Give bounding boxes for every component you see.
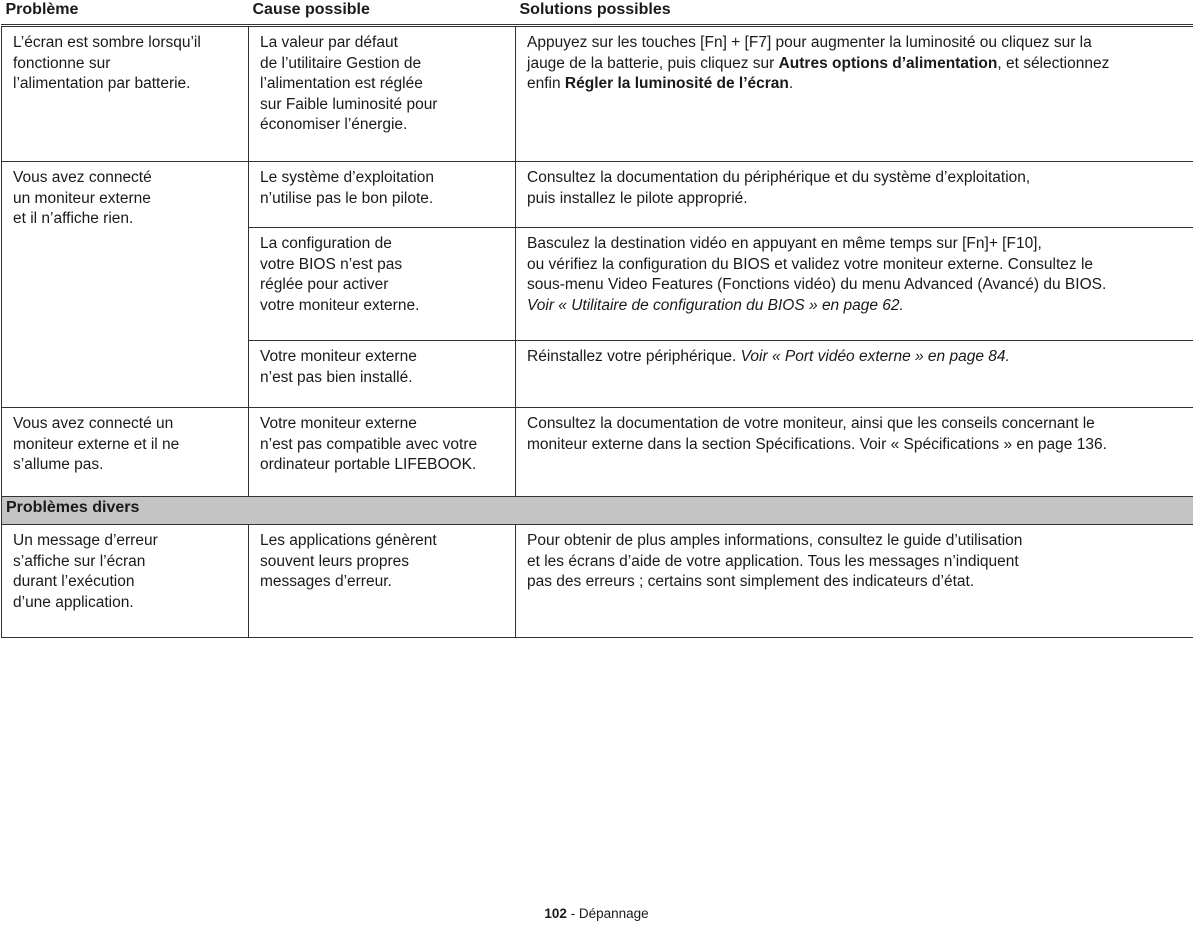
footer-separator: - <box>566 906 579 921</box>
cause-cell <box>249 228 516 341</box>
cause-line: souvent leurs propres <box>260 552 410 570</box>
cause-line: réglée pour activer <box>260 276 389 293</box>
solution-line: Consultez la documentation du périphérique et du système d’exploitation, <box>527 169 1031 186</box>
solution-text: enfin <box>527 75 565 92</box>
cause-line: sur Faible luminosité pour <box>260 95 438 113</box>
problem-line: d’une application. <box>13 593 134 611</box>
cause-line: La configuration de <box>260 235 392 252</box>
problem-line: s’allume pas. <box>13 456 104 473</box>
problem-cell <box>2 525 249 638</box>
solution-cell <box>516 26 1193 162</box>
solution-cell <box>516 525 1193 638</box>
problem-line: fonctionne sur <box>13 54 111 72</box>
solution-text: , et sélectionnez <box>997 54 1110 72</box>
problem-cell <box>2 26 249 162</box>
section-header-row <box>2 497 1193 525</box>
problem-line: Vous avez connecté <box>13 169 152 186</box>
table-header-row <box>2 0 1193 26</box>
solution-cell <box>516 162 1193 228</box>
table-row <box>2 408 1193 497</box>
cause-cell <box>249 162 516 228</box>
cause-cell <box>249 341 516 408</box>
solution-line: Pour obtenir de plus amples informations, consultez le guide d’utilisation <box>527 532 1023 549</box>
cause-line: votre BIOS n’est pas <box>260 255 403 273</box>
problem-line: Vous avez connecté un <box>13 415 174 432</box>
solution-line <box>527 74 1183 95</box>
cause-line: n’est pas bien installé. <box>260 368 413 386</box>
problem-line: moniteur externe et il ne <box>13 435 180 453</box>
cause-cell <box>249 525 516 638</box>
cause-cell <box>249 26 516 162</box>
problem-line: l’alimentation par batterie. <box>13 75 191 92</box>
cause-line: Les applications génèrent <box>260 532 437 549</box>
solution-cell <box>516 341 1193 408</box>
cause-line: ordinateur portable LIFEBOOK. <box>260 456 477 473</box>
solution-cell <box>516 228 1193 341</box>
problem-line: L’écran est sombre lorsqu’il <box>13 34 201 51</box>
problem-line: un moniteur externe <box>13 189 151 207</box>
solution-line: sous-menu Video Features (Fonctions vidéo) du menu Advanced (Avancé) du BIOS. <box>527 276 1107 293</box>
cause-line: l’alimentation est réglée <box>260 75 423 92</box>
cause-cell <box>249 408 516 497</box>
solution-line: Basculez la destination vidéo en appuyant en même temps sur [Fn]+ [F10], <box>527 235 1042 252</box>
brightness-emphasis: Régler la luminosité de l’écran <box>564 75 789 92</box>
cause-line: Votre moniteur externe <box>260 415 417 432</box>
solution-line <box>527 54 1183 75</box>
page-number: 102 <box>544 906 567 921</box>
section-title: Problèmes divers <box>2 497 1193 525</box>
cause-line: n’utilise pas le bon pilote. <box>260 189 434 207</box>
solution-line: moniteur externe dans la section Spécifications. Voir « Spécifications » en page 136. <box>527 435 1107 453</box>
problem-cell <box>2 408 249 497</box>
problem-cell <box>2 162 249 408</box>
header-solution: Solutions possibles <box>516 0 1193 26</box>
solution-line <box>527 347 1183 368</box>
power-options-emphasis: Autres options d’alimentation <box>778 54 998 72</box>
table-row <box>2 26 1193 162</box>
solution-text: jauge de la batterie, puis cliquez sur <box>527 54 779 72</box>
footer-section-name: Dépannage <box>578 906 649 921</box>
table-row <box>2 162 1193 228</box>
cause-line: Votre moniteur externe <box>260 348 417 365</box>
page-footer <box>0 906 1193 921</box>
table-row <box>2 525 1193 638</box>
problem-line: s’affiche sur l’écran <box>13 552 146 570</box>
solution-text: Réinstallez votre périphérique. <box>527 348 741 365</box>
problem-line: Un message d’erreur <box>13 532 158 549</box>
solution-line: pas des erreurs ; certains sont simplement des indicateurs d’état. <box>527 573 975 590</box>
cause-line: de l’utilitaire Gestion de <box>260 54 422 72</box>
cause-line: messages d’erreur. <box>260 573 392 590</box>
cause-line: Le système d’exploitation <box>260 169 435 186</box>
solution-line: et les écrans d’aide de votre application. Tous les messages n’indiquent <box>527 552 1019 570</box>
solution-text: . <box>788 75 794 92</box>
bios-utility-reference-link[interactable]: Voir « Utilitaire de configuration du BIOS » en page 62. <box>527 296 904 314</box>
video-port-reference-link[interactable]: Voir « Port vidéo externe » en page 84. <box>740 348 1010 365</box>
troubleshooting-table <box>1 0 1193 638</box>
problem-line: et il n’affiche rien. <box>13 210 134 227</box>
cause-line: n’est pas compatible avec votre <box>260 435 478 453</box>
solution-line: puis installez le pilote approprié. <box>527 189 748 207</box>
solution-line: ou vérifiez la configuration du BIOS et validez votre moniteur externe. Consultez le <box>527 255 1094 273</box>
problem-line: durant l’exécution <box>13 573 135 590</box>
solution-line: Consultez la documentation de votre moniteur, ainsi que les conseils concernant le <box>527 415 1095 432</box>
header-cause: Cause possible <box>249 0 516 26</box>
cause-line: La valeur par défaut <box>260 34 398 51</box>
solution-line: Appuyez sur les touches [Fn] + [F7] pour augmenter la luminosité ou cliquez sur la <box>527 34 1092 51</box>
solution-cell <box>516 408 1193 497</box>
cause-line: votre moniteur externe. <box>260 296 420 314</box>
header-problem: Problème <box>2 0 249 26</box>
cause-line: économiser l’énergie. <box>260 116 408 133</box>
